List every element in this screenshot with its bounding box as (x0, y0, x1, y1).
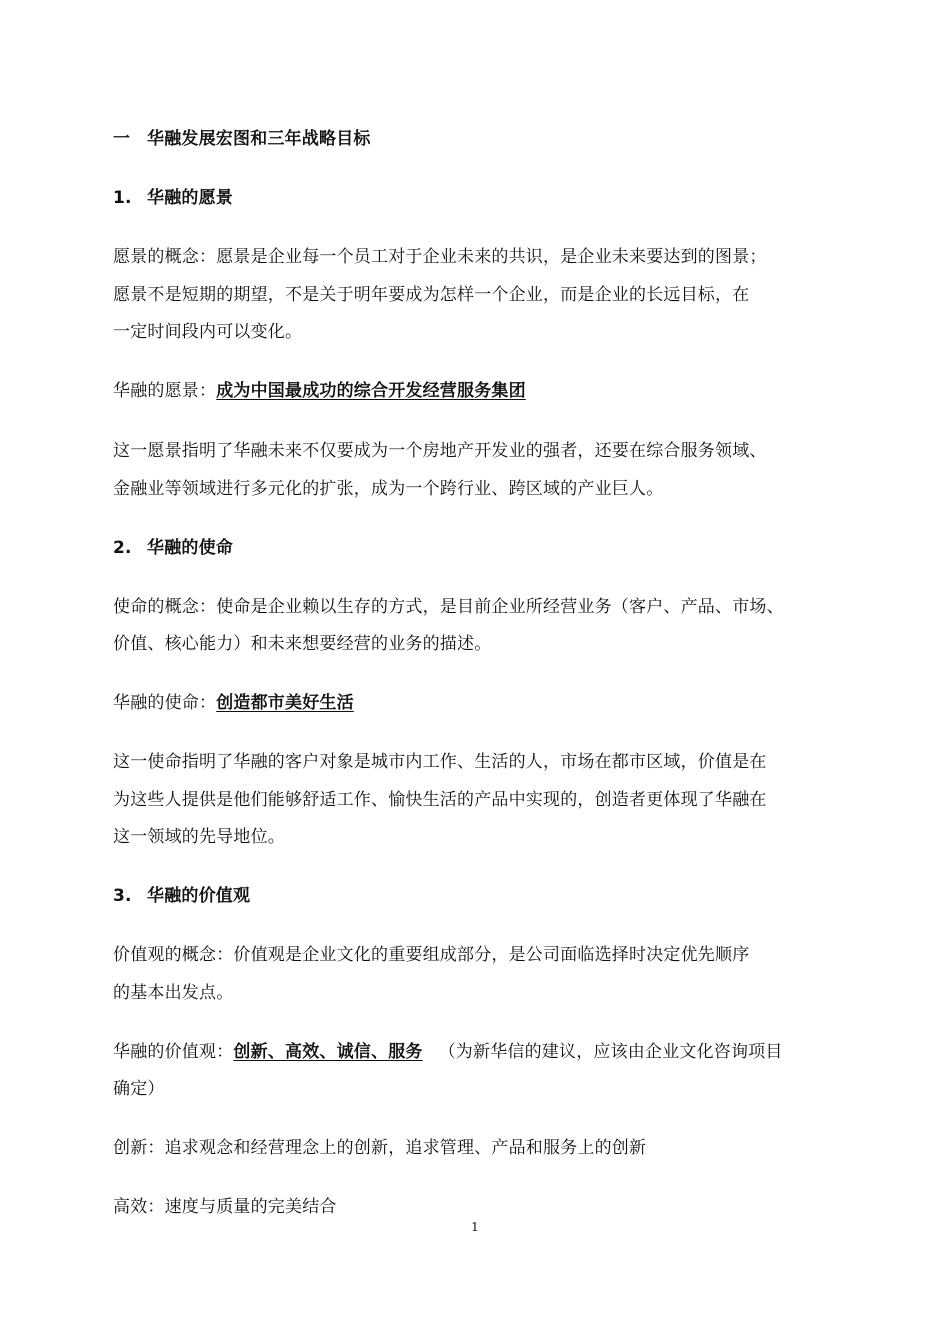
values-statement-value: 创新、高效、诚信、服务 (233, 1042, 423, 1062)
values-concept-line-1: 价值观的概念：价值观是企业文化的重要组成部分，是公司面临选择时决定优先顺序 (113, 945, 750, 965)
section-title (113, 128, 371, 150)
section-title-number: 一 (113, 129, 131, 149)
section-title-text: 华融发展宏图和三年战略目标 (147, 129, 371, 149)
values-statement-label: 华融的价值观： (113, 1042, 234, 1062)
mission-statement-label: 华融的使命： (113, 693, 217, 713)
vision-heading-text: 华融的愿景 (147, 188, 233, 208)
vision-explanation-line-2: 金融业等领域进行多元化的扩张，成为一个跨行业、跨区域的产业巨人。 (113, 479, 664, 499)
mission-explanation-line-2: 为这些人提供是他们能够舒适工作、愉快生活的产品中实现的，创造者更体现了华融在 (113, 790, 767, 810)
vision-statement-value: 成为中国最成功的综合开发经营服务集团 (216, 381, 526, 401)
mission-statement (113, 692, 354, 714)
mission-explanation-line-3: 这一领域的先导地位。 (113, 827, 285, 847)
values-item-innovation: 创新：追求观念和经营理念上的创新，追求管理、产品和服务上的创新 (113, 1138, 647, 1158)
vision-statement-label: 华融的愿景： (113, 381, 217, 401)
values-statement-note-line-2: 确定） (113, 1079, 165, 1099)
mission-concept-line-2: 价值、核心能力）和未来想要经营的业务的描述。 (113, 634, 492, 654)
values-statement (113, 1041, 783, 1063)
mission-concept-line-1: 使命的概念：使命是企业赖以生存的方式，是目前企业所经营业务（客户、产品、市场、 (113, 597, 784, 617)
mission-explanation-line-1: 这一使命指明了华融的客户对象是城市内工作、生活的人，市场在都市区域，价值是在 (113, 752, 767, 772)
values-heading (113, 885, 250, 907)
mission-heading-number: 2. (113, 538, 132, 558)
values-statement-note: （为新华信的建议，应该由企业文化咨询项目 (438, 1042, 783, 1062)
mission-heading (113, 537, 233, 559)
vision-heading-number: 1. (113, 188, 132, 208)
values-item-efficiency: 高效：速度与质量的完美结合 (113, 1197, 337, 1217)
vision-concept-line-2: 愿景不是短期的期望，不是关于明年要成为怎样一个企业，而是企业的长远目标，在 (113, 285, 750, 305)
mission-statement-value: 创造都市美好生活 (216, 693, 354, 713)
vision-concept-line-1: 愿景的概念：愿景是企业每一个员工对于企业未来的共识，是企业未来要达到的图景； (113, 247, 767, 267)
values-heading-number: 3. (113, 886, 132, 906)
page-number: 1 (471, 1220, 479, 1234)
vision-concept-line-3: 一定时间段内可以变化。 (113, 322, 303, 342)
vision-heading (113, 187, 233, 209)
vision-statement (113, 380, 526, 402)
values-concept-line-2: 的基本出发点。 (113, 983, 234, 1003)
values-heading-text: 华融的价值观 (147, 886, 251, 906)
vision-explanation-line-1: 这一愿景指明了华融未来不仅要成为一个房地产开发业的强者，还要在综合服务领域、 (113, 441, 767, 461)
mission-heading-text: 华融的使命 (147, 538, 233, 558)
